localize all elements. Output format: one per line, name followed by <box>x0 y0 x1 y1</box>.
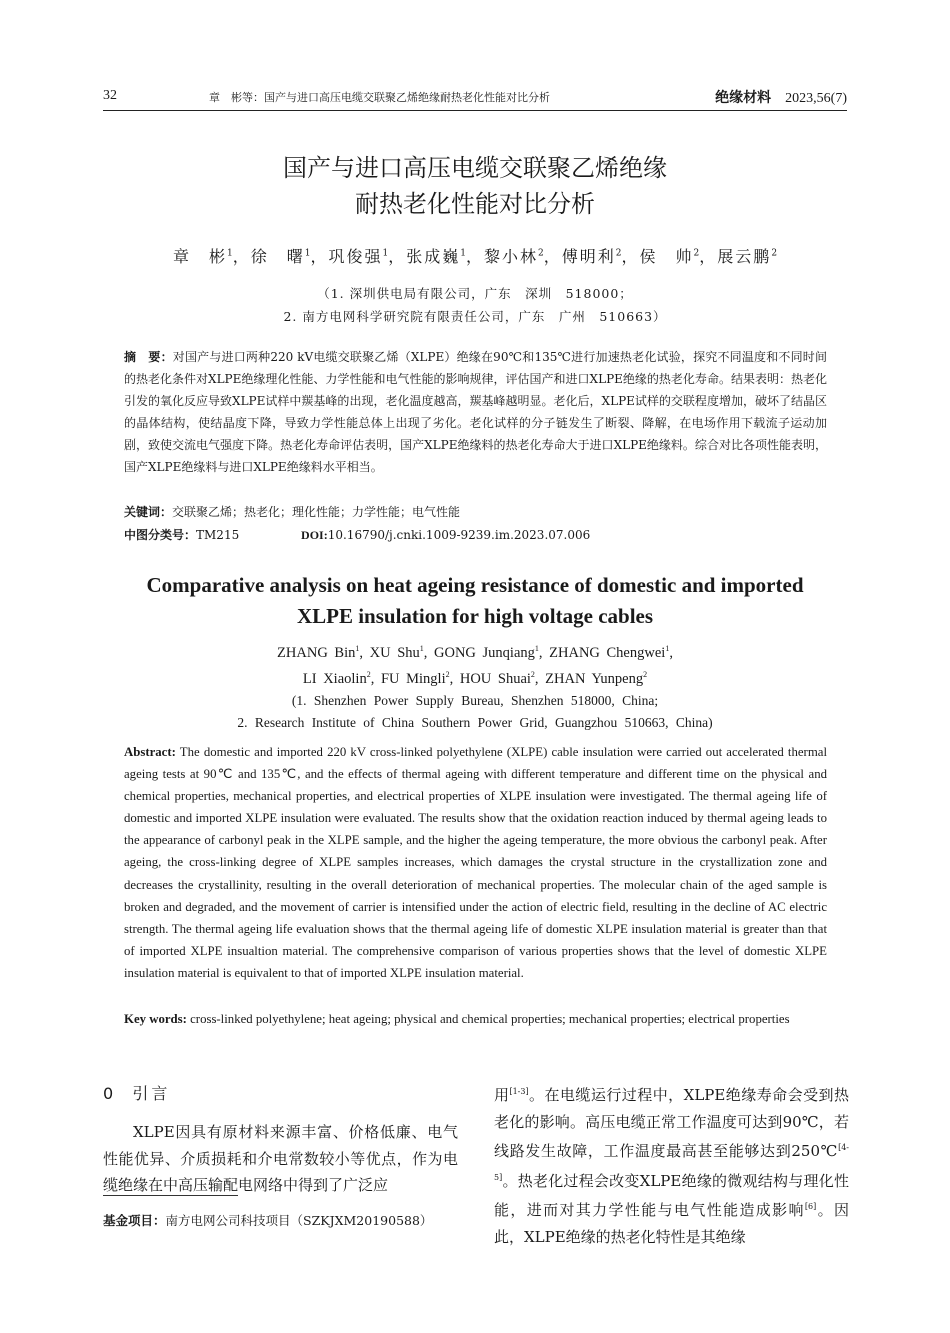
author-cn: 徐 曙$^1$， <box>250 247 329 266</box>
affiliation-en-line2: 2. Research Institute of China Southern Power Grid, Guangzhou 510663, China) <box>237 715 713 730</box>
authors-english <box>0 638 950 690</box>
author-cn: 章 彬$^1$， <box>172 247 251 266</box>
running-header <box>103 86 847 111</box>
authors-en-line2 <box>0 664 950 690</box>
author-en: XU Shu$^1$, <box>369 644 435 661</box>
affiliation-cn-line1: （1. 深圳供电局有限公司，广东 深圳 518000； <box>317 286 633 301</box>
abstract-cn-text: 对国产与进口两种220 kV电缆交联聚乙烯（XLPE）绝缘在90℃和135℃进行加速热老化试验，探究不同温度和不同时间的热老化条件对XLPE绝缘理化性能、力学性能和电气性能的影响规律，评估国产和进口XLPE绝缘的热老化寿命。结果表明：热老化引发的氧化反应导致XLPE试样中羰基峰的出现，老化温度越高，羰基峰越明显。老化后，XLPE试样的交联程度增加，破坏了结晶区的晶体结构，使结晶度下降，导致力学性能总体上出现了劣化。老化试样的分子链发生了断裂、降解，在电场作用下载流子运动加剧，致使交流电气强度下降。热老化寿命评估表明，国产XLPE绝缘料的热老化寿命大于进口XLPE绝缘料。综合对比各项性能表明，国产XLPE绝缘料与进口XLPE绝缘料水平相当。 <box>124 350 827 475</box>
abstract-en-label: Abstract: <box>124 745 176 759</box>
affiliations-english <box>0 690 950 734</box>
funding-text: 南方电网公司科技项目（SZKJXM20190588） <box>165 1213 433 1228</box>
author-en: ZHANG Bin$^1$, <box>277 644 370 661</box>
section-number: 0 <box>103 1084 117 1103</box>
author-en: FU Mingli$^2$, <box>380 669 460 687</box>
affiliation-en-line1: (1. Shenzhen Power Supply Bureau, Shenzhen 518000, China; <box>291 693 659 708</box>
keywords-cn-text: 交联聚乙烯；热老化；理化性能；力学性能；电气性能 <box>172 505 461 519</box>
footnote-divider <box>103 1195 238 1196</box>
author-en: GONG Junqiang$^1$, <box>434 644 550 661</box>
author-cn: 侯 帅$^2$， <box>639 247 718 266</box>
abstract-chinese <box>124 346 827 479</box>
authors-en-line1 <box>0 638 950 664</box>
abstract-cn-label: 摘 要： <box>124 350 173 364</box>
journal-info <box>715 87 847 107</box>
title-chinese <box>0 150 950 222</box>
keywords-en-label: Key words: <box>124 1012 187 1026</box>
running-title: 章 彬等：国产与进口高压电缆交联聚乙烯绝缘耐热老化性能对比分析 <box>209 91 550 104</box>
section-heading <box>103 1081 170 1104</box>
journal-volume: 2023,56(7) <box>785 91 847 106</box>
keywords-en-text: cross-linked polyethylene; heat ageing; physical and chemical properties; mechanical properties; electrical properties <box>190 1012 790 1026</box>
author-cn: 张成巍$^1$， <box>406 247 484 266</box>
citation: [6] <box>804 1202 817 1211</box>
body-left-column: XLPE因具有原材料来源丰富、价格低廉、电气性能优异、介质损耗和介电常数较小等优点，作为电缆绝缘在中高压输配电网络中得到了广泛应 <box>103 1123 458 1194</box>
funding-footnote <box>103 1211 432 1229</box>
title-cn-line2: 耐热老化性能对比分析 <box>355 190 595 218</box>
page-number: 32 <box>103 88 117 103</box>
author-en: LI Xiaolin$^2$, <box>302 669 381 687</box>
author-en: HOU Shuai$^2$, <box>459 669 546 687</box>
section-title: 引言 <box>132 1084 171 1103</box>
author-cn: 展云鹏$^2$ <box>717 247 778 266</box>
abstract-en-text: The domestic and imported 220 kV cross-linked polyethylene (XLPE) cable insulation were carried out accelerated thermal ageing tests at 90℃ and 135℃, and the effects of thermal ageing with different temperature and different time on the physical and chemical properties, mechanical properties, and electrical properties of XLPE insulation were investigated. The thermal ageing life of domestic and imported XLPE insulation were evaluated. The results show that the oxidation reaction induced by thermal ageing leads to the appearance of carbonyl peak in the XLPE sample, and the higher the ageing temperature, the more obvious the carbonyl peak. After ageing, the cross-linking degree of XLPE samples increases, which damages the crystal structure in the crystallization zone and decreases the crystallinity, resulting in the overall deterioration of mechanical properties. The molecular chain of the aged sample is broken and degraded, and the movement of carrier is intensified under the action of electric field, resulting in the decline of AC electric strength. The thermal ageing life evaluation shows that the thermal ageing life of domestic XLPE insulation material is greater than that of imported XLPE insualtion material. The comprehensive comparison of various properties shows that the level of domestic XLPE insulation material is equivalent to that of imported XLPE insulation material. <box>124 745 828 980</box>
classification-line <box>124 526 590 543</box>
author-cn: 黎小林$^2$， <box>484 247 562 266</box>
citation: [4-5] <box>494 1143 849 1182</box>
doi-label: DOI: <box>301 528 328 542</box>
funding-label: 基金项目： <box>103 1213 166 1228</box>
author-en: ZHANG Chengwei$^1$, <box>549 644 673 661</box>
author-en: ZHAN Yunpeng$^2$ <box>545 669 648 687</box>
title-en-line1: Comparative analysis on heat ageing resistance of domestic and imported <box>146 573 804 597</box>
clc-label: 中图分类号： <box>124 528 197 542</box>
doi-value: 10.16790/j.cnki.1009-9239.im.2023.07.006 <box>327 528 591 542</box>
abstract-english <box>124 741 827 984</box>
author-cn: 巩俊强$^1$， <box>328 247 407 266</box>
keywords-cn-label: 关键词： <box>124 505 173 519</box>
keywords-english <box>124 1008 827 1030</box>
title-english <box>0 570 950 632</box>
doi <box>301 528 590 542</box>
author-cn: 傅明利$^2$， <box>561 247 640 266</box>
title-en-line2: XLPE insulation for high voltage cables <box>296 604 654 628</box>
clc-value: TM215 <box>196 528 240 542</box>
authors-chinese <box>0 244 950 267</box>
keywords-chinese <box>124 503 460 520</box>
title-cn-line1: 国产与进口高压电缆交联聚乙烯绝缘 <box>283 154 667 182</box>
body-right-column: 用[1-3]。在电缆运行过程中，XLPE绝缘寿命会受到热老化的影响。高压电缆正常工作温度可达到90℃，若线路发生故障，工作温度最高甚至能够达到250℃[4-5]。热老化过程会改变XLPE绝缘的微观结构与理化性能，进而对其力学性能与电气性能造成影响[6]。因此，XLPE绝缘的热老化特性是其绝缘 <box>494 1086 849 1246</box>
affiliation-cn-line2: 2. 南方电网科学研究院有限责任公司，广东 广州 510663） <box>283 309 667 324</box>
journal-name: 绝缘材料 <box>715 90 772 106</box>
citation: [1-3] <box>509 1087 529 1096</box>
